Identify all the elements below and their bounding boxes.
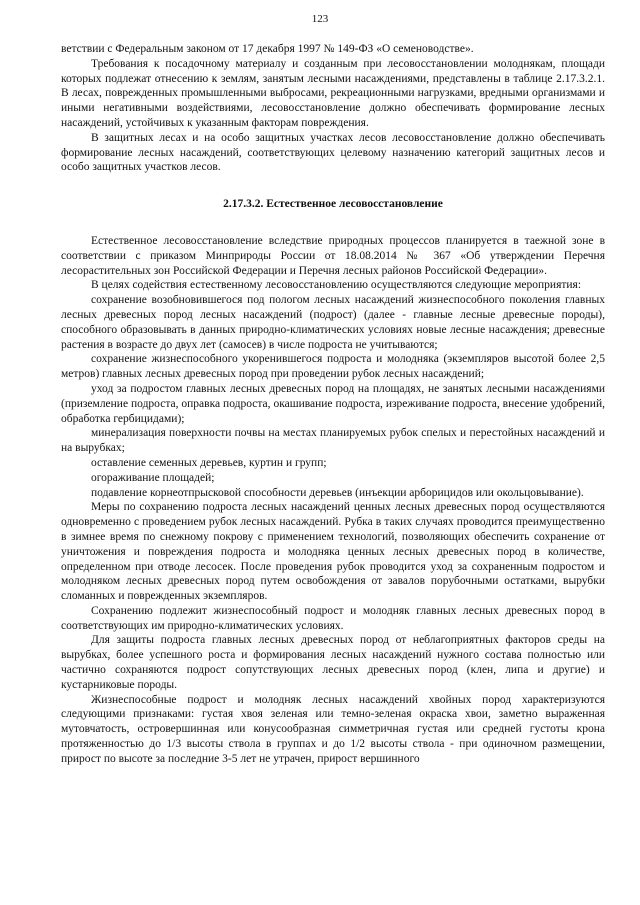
paragraph-planting-requirements: Требования к посадочному материалу и созданным при лесовосстановлении молоднякам, площади которых подлежат отнесению к землям, занятым лесными насаждениями, представлены в таблице 2.17.3.2.1. В лесах, поврежденных промышленными выбросами, рекреационными нагрузками, вредными организмами и иными негативными воздействиями, лесовосстановление должно обеспечивать формирование лесных насаждений, устойчивых к указанным факторам повреждения. — [61, 57, 605, 129]
list-item: уход за подростом главных лесных древесных пород на площадях, не занятых лесными насаждениями (приземление подроста, оправка подроста, окашивание подроста, изреживание подроста, внесение удобрений, обработка гербицидами); — [61, 382, 605, 425]
list-item: сохранение жизнеспособного укоренившегося подроста и молодняка (экземпляров высотой более 2,5 метров) главных лесных древесных пород при проведении рубок лесных насаждений; — [61, 353, 605, 381]
paragraph-undergrowth-protection: Для защиты подроста главных лесных древесных пород от неблагоприятных факторов среды на вырубках, более успешного роста и формирования лесных насаждений нужного состава полностью или частично сохраняются подрост сопутствующих лесных древесных пород (клен, липа и другие) и кустарниковые породы. — [61, 634, 605, 691]
page-number: 123 — [311, 13, 329, 25]
paragraph-measures-intro: В целях содействия естественному лесовосстановлению осуществляются следующие мероприятия: — [91, 279, 582, 292]
paragraph-continuation: ветствии с Федеральным законом от 17 декабря 1997 № 149-ФЗ «О семеноводстве». — [61, 43, 474, 55]
section-heading: 2.17.3.2. Естественное лесовосстановление — [223, 198, 443, 211]
list-item: минерализация поверхности почвы на местах планируемых рубок спелых и перестойных насаждений и на вырубках; — [61, 427, 605, 455]
list-item: сохранение возобновившегося под пологом лесных насаждений жизнеспособного поколения главных лесных древесных пород лесных насаждений (подрост) (далее - главные лесные древесные породы), способного образовывать в данных природно-климатических условиях новые лесные насаждения; древесные растения в возрасте до двух лет (самосев) в числе подроста не учитываются; — [61, 294, 605, 351]
list-item: подавление корнеотпрысковой способности деревьев (инъекции арборицидов или окольцовывание). — [91, 486, 584, 499]
document-body — [61, 42, 605, 767]
paragraph-viable-undergrowth: Сохранению подлежит жизнеспособный подрост и молодняк главных лесных древесных пород в соответствующих им природно-климатических условиях. — [61, 604, 605, 632]
paragraph-protective-forests: В защитных лесах и на особо защитных участках лесов лесовосстановление должно обеспечивать формирование лесных насаждений, соответствующих целевому назначению категорий защитных лесов и особо защитных участков лесов. — [61, 131, 605, 174]
paragraph-undergrowth-preservation: Меры по сохранению подроста лесных насаждений ценных лесных древесных пород осуществляются одновременно с проведением рубок лесных насаждений. Рубка в таких случаях проводится преимущественно в зимнее время по снежному покрову с применением технологий, позволяющих обеспечить сохранение от уничтожения и повреждения подроста и молодняка ценных лесных древесных пород в количестве, определенном при отводе лесосек. После проведения рубок проводится уход за сохраненным подростом и молодняком лесных древесных пород путем освобождения от завалов порубочными остатками, вырубки сломанных и поврежденных экземпляров. — [61, 501, 605, 603]
paragraph-natural-regeneration: Естественное лесовосстановление вследствие природных процессов планируется в таежной зоне в соответствии с приказом Минприроды России от 18.08.2014 № 367 «Об утверждении Перечня лесорастительных зон Российской Федерации и Перечня лесных районов Российской Федерации». — [61, 234, 605, 277]
list-item: огораживание площадей; — [91, 471, 215, 484]
list-item: оставление семенных деревьев, куртин и групп; — [91, 456, 327, 469]
paragraph-conifer-signs: Жизнеспособные подрост и молодняк лесных насаждений хвойных пород характеризуются следующими признаками: густая хвоя зеленая или темно-зеленая окраска хвои, заметно выраженная мутовчатость, островершинная или конусообразная симметричная густая или средней густоты крона протяженностью до 1/3 высоты ствола в группах и до 1/2 высоты ствола - при одиночном размещении, прирост по высоте за последние 3-5 лет не утрачен, прирост вершинного — [61, 693, 605, 765]
